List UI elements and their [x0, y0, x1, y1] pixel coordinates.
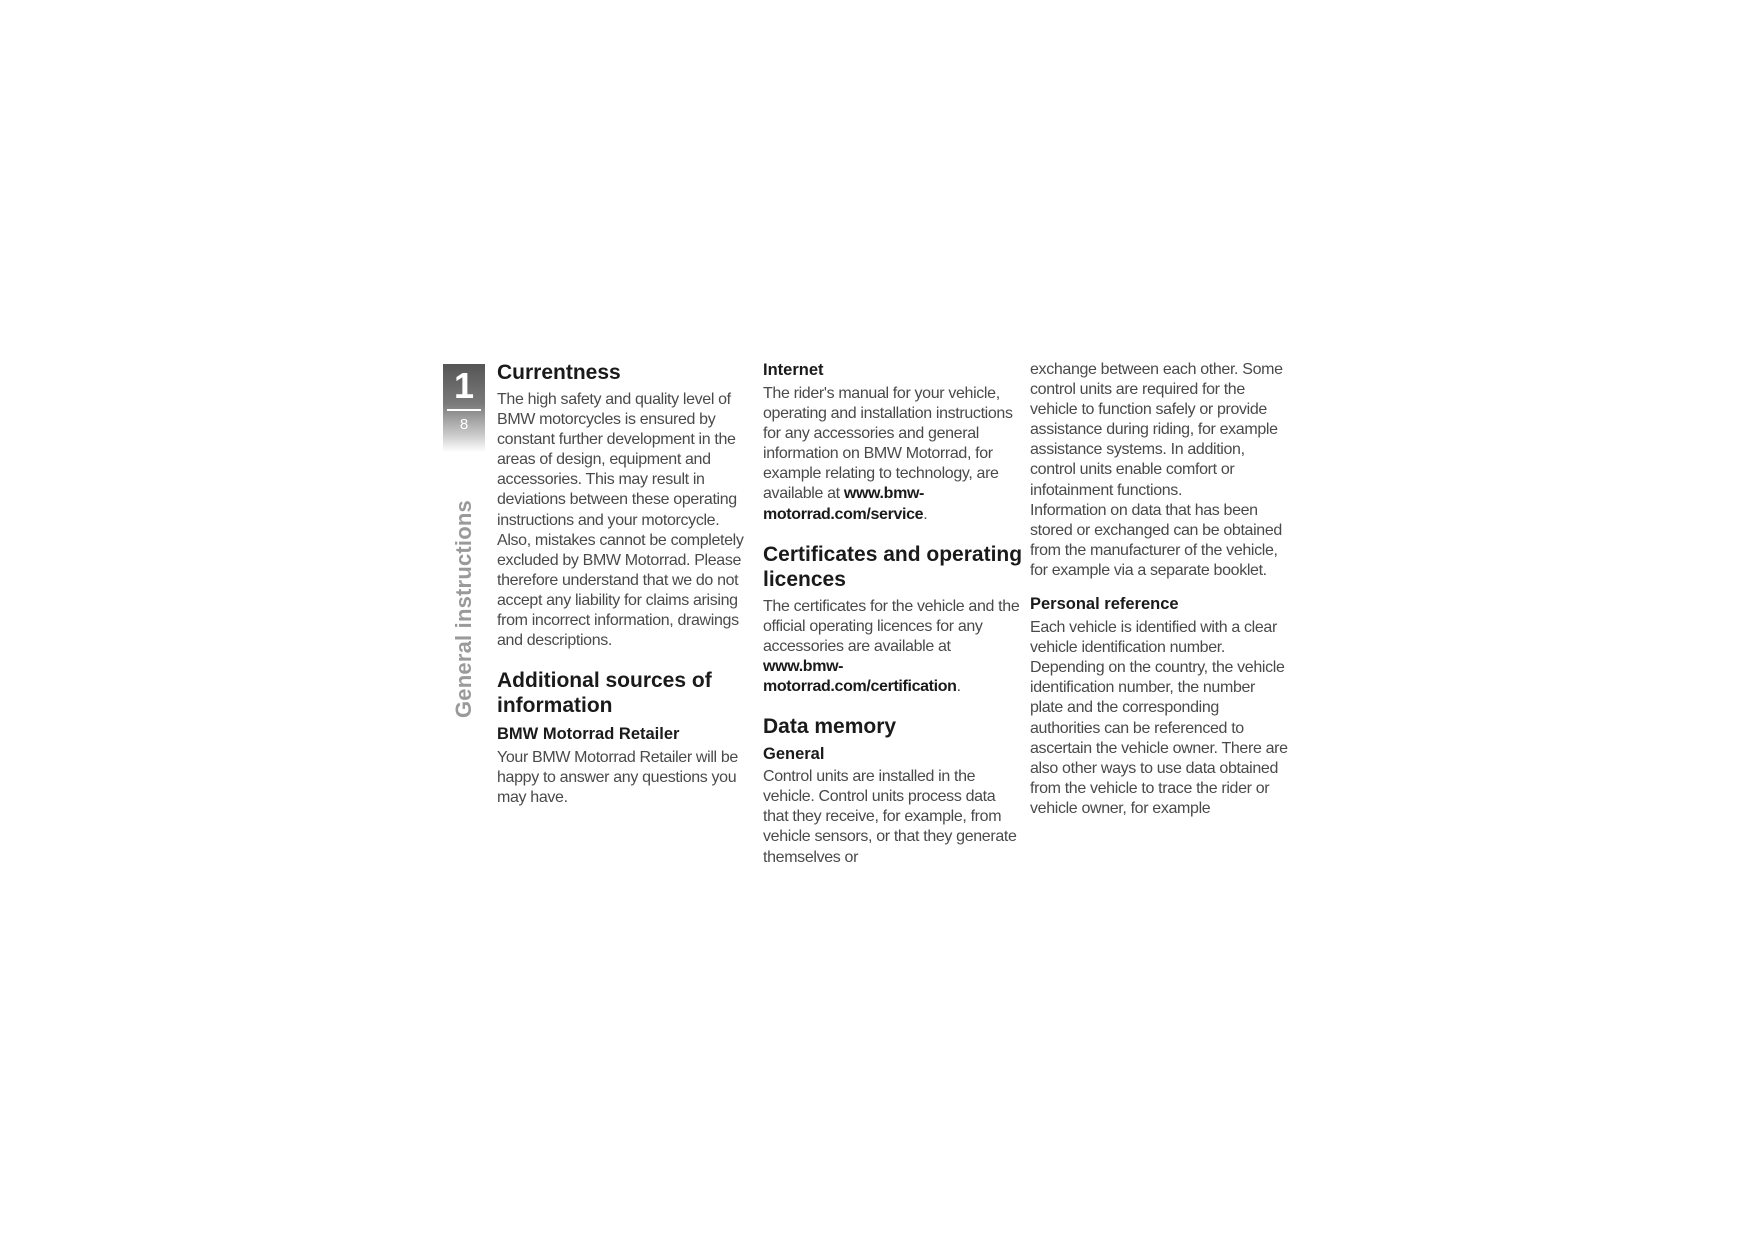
internet-text: The rider's manual for your vehicle, operating and installation instructions for any accessories and general information on BMW Motorrad, for example relating to technology, are available at [763, 385, 1013, 503]
retailer-text: Your BMW Motorrad Retailer will be happy to answer any questions you may have. [497, 749, 738, 807]
data-memory-heading: Data memory [763, 715, 897, 739]
chapter-number: 1 [453, 365, 475, 406]
column-1 [497, 360, 752, 809]
section-title-vertical: General instructions [451, 500, 476, 718]
column-3 [1030, 360, 1292, 819]
internet-period: . [923, 505, 928, 523]
additional-sources-heading: Additional sources of information [497, 669, 712, 718]
chapter-tab [443, 364, 485, 452]
column-2 [763, 360, 1023, 868]
currentness-heading: Currentness [497, 361, 621, 384]
page-number: 8 [459, 416, 469, 433]
certificates-text: The certificates for the vehicle and the official operating licences for any accessories are available at [763, 597, 1020, 655]
certificates-heading: Certificates and operating licences [763, 542, 1023, 591]
internet-link[interactable]: www.bmw-motorrad.com/service [763, 485, 925, 523]
tab-divider [447, 409, 481, 411]
general-continued-text: exchange between each other. Some control units are required for the vehicle to function safely or provide assistance during riding, for example assistance systems. In addition, control units enable comfort or infotainment functions. [1030, 361, 1283, 499]
certificates-paragraph [763, 597, 1023, 697]
certificates-period: . [956, 678, 961, 696]
internet-paragraph [763, 384, 1023, 525]
general-text: Control units are installed in the vehicle. Control units process data that they receive, for example, from vehicle sensors, or that they generate themselves or [763, 768, 1017, 866]
internet-heading: Internet [763, 361, 824, 379]
certificates-link[interactable]: www.bmw-motorrad.com/certification [763, 657, 957, 696]
information-text: Information on data that has been stored or exchanged can be obtained from the manufacturer of the vehicle, for example via a separate booklet. [1030, 501, 1282, 579]
currentness-text: The high safety and quality level of BMW motorcycles is ensured by constant further development in the areas of design, equipment and accessories. This may result in deviations between these operating instructions and your motorcycle. Also, mistakes cannot be completely excluded by BMW Motorrad. Please therefore understand that we do not accept any liability for claims arising from incorrect information, drawings and descriptions. [497, 391, 744, 650]
personal-reference-heading: Personal reference [1030, 595, 1179, 614]
retailer-heading: BMW Motorrad Retailer [497, 725, 680, 744]
general-heading: General [763, 745, 825, 764]
personal-reference-text: Each vehicle is identified with a clear vehicle identification number. Depending on the country, the vehicle identification number, the number plate and the corresponding authorities can be referenced to ascertain the vehicle owner. There are also other ways to use data obtained from the vehicle to trace the rider or vehicle owner, for example [1030, 619, 1288, 817]
